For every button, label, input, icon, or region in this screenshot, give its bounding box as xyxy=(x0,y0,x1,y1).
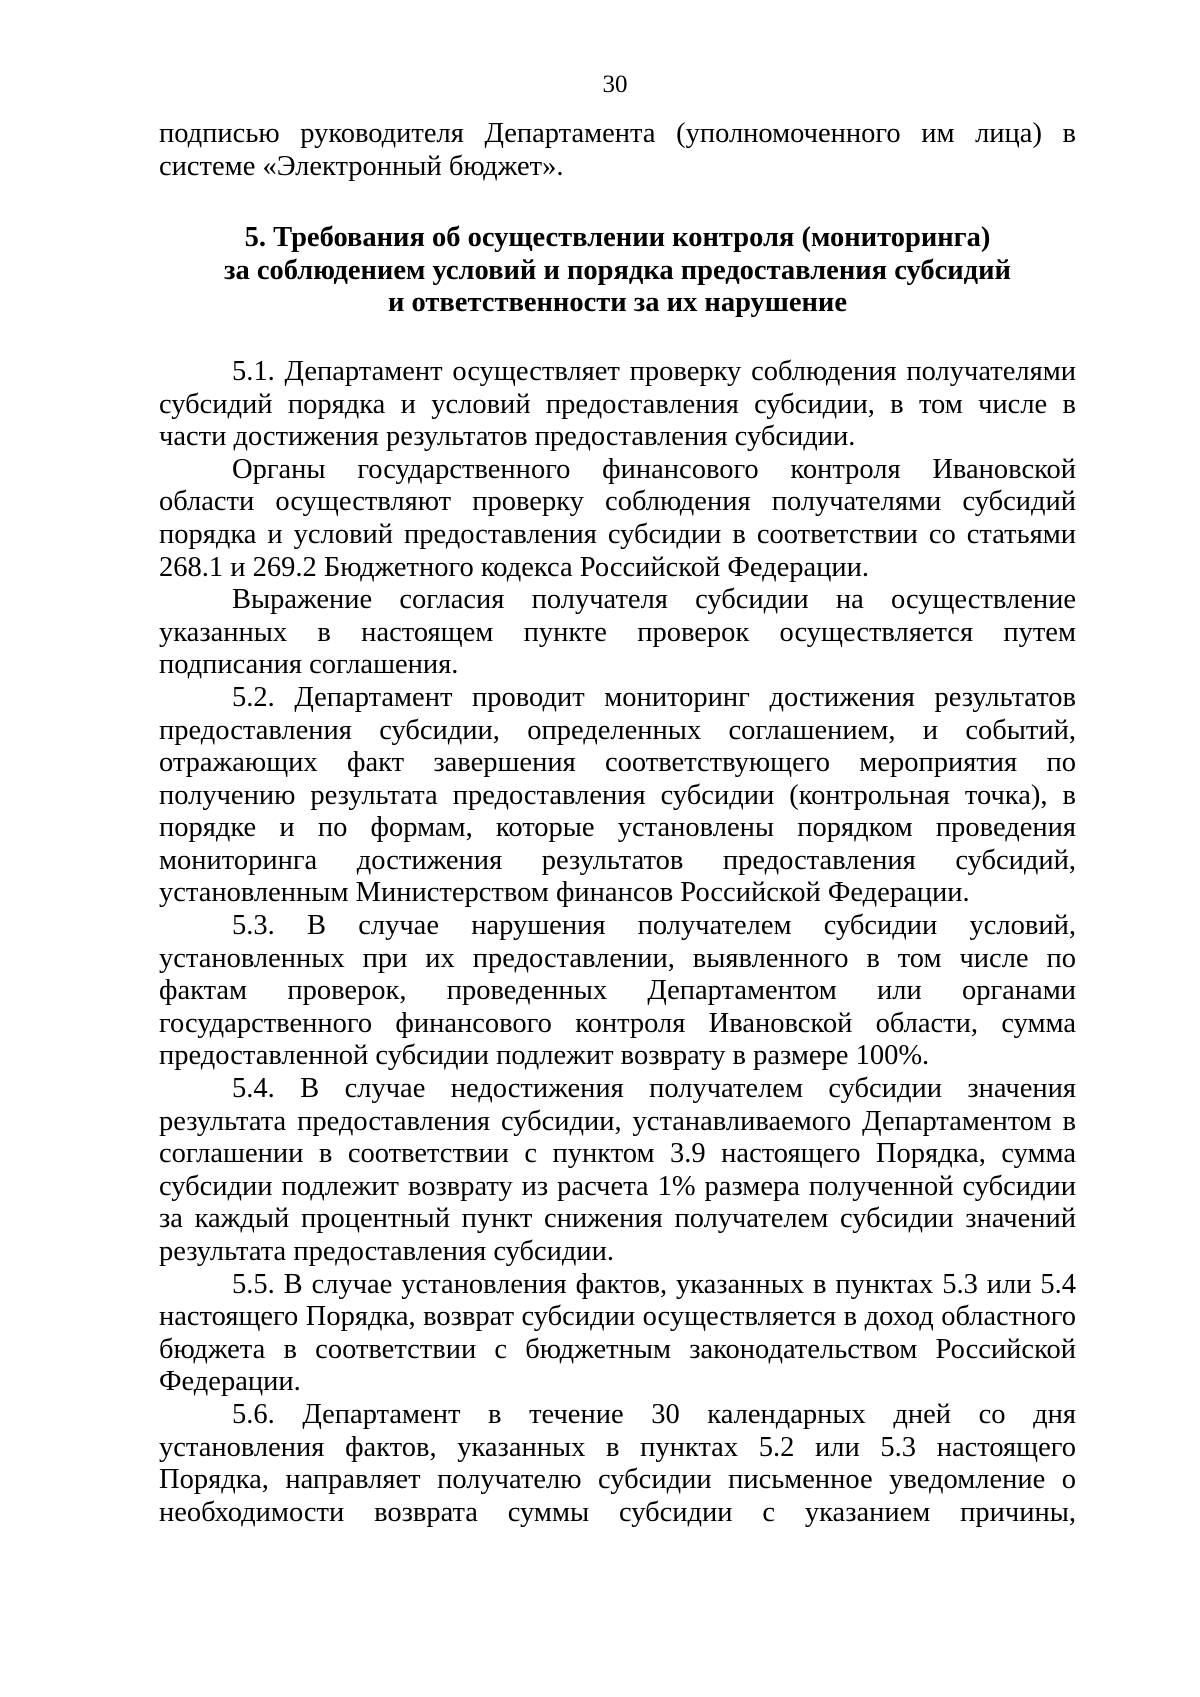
document-body xyxy=(159,118,1076,1529)
page-number: 30 xyxy=(602,71,628,98)
intro-paragraph: подписью руководителя Департамента (уполномоченного им лица) в системе «Электронный бюджет». xyxy=(159,118,1076,182)
section-heading-line: 5. Требования об осуществлении контроля (мониторинга) xyxy=(244,222,991,254)
paragraph-5-3: 5.3. В случае нарушения получателем субсидии условий, установленных при их предоставлении, выявленного в том числе по фактам проверок, проведенных Департаментом или органами государственного финансового контроля Ивановской области, сумма предоставленной субсидии подлежит возврату в размере 100%. xyxy=(159,910,1076,1072)
paragraph-5-1: 5.1. Департамент осуществляет проверку соблюдения получателями субсидий порядка и условий предоставления субсидии, в том числе в части достижения результатов предоставления субсидии. xyxy=(159,355,1076,453)
paragraph-consent: Выражение согласия получателя субсидии на осуществление указанных в настоящем пункте проверок осуществляется путем подписания соглашения. xyxy=(159,584,1076,681)
paragraph-5-4: 5.4. В случае недостижения получателем субсидии значения результата предоставления субсидии, устанавливаемого Департаментом в соглашении в соответствии с пунктом 3.9 настоящего Порядка, сумма субсидии подлежит возврату из расчета 1% размера полученной субсидии за каждый процентный пункт снижения получателем субсидии значений результата предоставления субсидии. xyxy=(159,1073,1076,1267)
section-heading-line: и ответственности за их нарушение xyxy=(387,287,847,319)
paragraph-5-6: 5.6. Департамент в течение 30 календарных дней со дня установления фактов, указанных в пунктах 5.2 или 5.3 настоящего Порядка, направляет получателю субсидии письменное уведомление о необходимости возврата суммы субсидии с указанием причины, xyxy=(159,1398,1076,1528)
section-heading-line: за соблюдением условий и порядка предоставления субсидий xyxy=(224,254,1011,286)
paragraph-control-bodies: Органы государственного финансового контроля Ивановской области осуществляют проверку соблюдения получателями субсидий порядка и условий предоставления субсидии в соответствии со статьями 268.1 и 269.2 Бюджетного кодекса Российской Федерации. xyxy=(159,453,1076,583)
section-heading xyxy=(159,222,1076,320)
paragraph-5-5: 5.5. В случае установления фактов, указанных в пунктах 5.3 или 5.4 настоящего Порядка, возврат субсидии осуществляется в доход областного бюджета в соответствии с бюджетным законодательством Российской Федерации. xyxy=(159,1268,1076,1398)
paragraph-5-2: 5.2. Департамент проводит мониторинг достижения результатов предоставления субсидии, определенных соглашением, и событий, отражающих факт завершения соответствующего мероприятия по получению результата предоставления субсидии (контрольная точка), в порядке и по формам, которые установлены порядком проведения мониторинга достижения результатов предоставления субсидий, установленным Министерством финансов Российской Федерации. xyxy=(159,681,1076,909)
